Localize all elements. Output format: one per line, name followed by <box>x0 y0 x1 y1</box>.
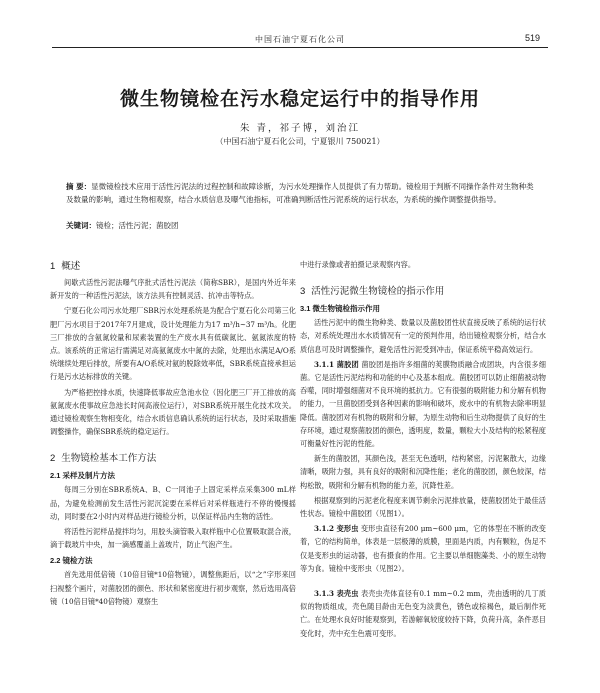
section-heading <box>300 283 546 301</box>
right-column <box>300 258 546 642</box>
subsection-heading: 2.2 镜检方法 <box>50 556 93 566</box>
paragraph: 为严格把控排水质，快速降低事故应急池水位（因化肥三厂开工排放的高氨氮废水使事故应急池长时间高液位运行），对SBR系统开展生化技术攻关。通过镜检观察生物相变化，结合水质信息确认系统的运行状态，及时采取措施调整操作，确保SBR系统的稳定运行。 <box>50 387 296 437</box>
paragraph <box>300 522 546 575</box>
section-heading <box>50 258 296 276</box>
keywords-text: 镜检；活性污泥；菌胶团 <box>96 221 179 230</box>
paragraph: 首先选用低倍镜（10倍目镜*10倍物镜），调整焦距后，以“之”字形来回扫视整个画片，对菌胶团的颜色、形状和紧密度进行初步观察，然后选用高倍镜（10倍目镜*40倍物镜）观察生 <box>50 570 296 606</box>
abstract-text: 显微镜检技术应用于活性污泥法的过程控制和故障诊断，为污水处理操作人员提供了有力帮助。镜检用于判断不同操作条件对生物种类及数量的影响，通过生物相观察，结合水质信息及曝气池指标，可准确判断活性污泥系统的运行状态，为系统的操作调整提供指导。 <box>66 182 534 204</box>
paper-title: 微生物镜检在污水稳定运行中的指导作用 <box>119 88 480 110</box>
section-number: 2 <box>50 453 56 465</box>
authors: 朱 青，祁子博，刘治江 <box>239 123 361 134</box>
section-number: 1 <box>50 261 56 272</box>
left-column <box>50 258 296 610</box>
paragraph: 将活性污泥样品搅拌均匀，用胶头滴管吸入取样瓶中心位置吸取混合液，滴于载玻片中央，加一滴感覆盖上盖玻片，防止气泡产生。 <box>50 527 296 550</box>
subsection-heading: 2.1 采样及制片方法 <box>50 471 116 481</box>
paragraph <box>300 587 546 640</box>
paragraph-text: 表壳虫壳体直径有0.1 mm~0.2 mm，壳由透明的几丁质似的物质组成，壳色随目龄由无色变为淡黄色，锈色或棕褐色，最后制作死亡。在处理水良好时能观察到，若游解氧较度较持下降，负荷升高，条件恶目变化时，壳中充生色震可变形。 <box>300 589 546 638</box>
journal-name: 中国石油宁夏石化公司 <box>255 35 345 44</box>
section-heading <box>50 450 296 468</box>
paragraph-label: 3.1.2 变形虫 <box>314 524 359 534</box>
paragraph <box>300 358 546 450</box>
running-header <box>52 30 548 46</box>
page-number: 519 <box>524 33 540 43</box>
paragraph-label: 3.1.1 菌胶团 <box>314 359 359 369</box>
paragraph: 间歇式活性污泥法曝气序批式活性污泥法（简称SBR），是国内外近年来新开发的一种活性污泥法，该方法具有控制灵活、抗冲击等特点。 <box>50 278 296 301</box>
section-title: 概述 <box>61 261 81 272</box>
paragraph-text: 变形虫直径有200 μm~600 μm，它的体型在不断的改变着，它的结构简单，体表是一层极薄的质膜，里面是内质，内有颗粒，伪足不仅是变形虫的运动器，也有摄食的作用。它主要以单细胞藻类、小的原生动物等为食。镜检中变形虫（见图2）。 <box>300 524 546 573</box>
paragraph: 中进行录像或者拍摄记录观察内容。 <box>300 260 416 269</box>
abstract-label: 摘 要： <box>66 182 92 191</box>
paragraph-text: 菌胶团是指许多细菌的荚膜物质融合成团块，内含很多细菌。它是活性污泥结构和功能的中心及基本组成。菌胶团可以防止细菌被动物吞噬，同时增强细菌对不良环境的抵抗力。它有很强的吸附能力和分解有机物的能力，一旦菌胶团受到各种因素的影响和破坏，废水中的有机物去除率明显降低。菌胶团对有机物的吸附和分解，为原生动物和后生动物提供了良好的生存环境，通过观察菌胶团的颜色，透明度，数量，颗粒大小及结构的松紧程度可衡量好性污泥的性能。 <box>300 359 546 449</box>
header-rule <box>52 47 548 48</box>
paragraph-label: 3.1.3 表壳虫 <box>314 589 359 599</box>
abstract <box>66 180 534 206</box>
section-title: 生物镜检基本工作方法 <box>61 453 157 465</box>
section-number: 3 <box>300 286 306 298</box>
paragraph: 活性污泥中的微生物种类、数量以及菌胶团性状直接反映了系统的运行状态，对系统处理出水水质情况有一定的预判作用，给出镜检观察分析，结合水质信息可及时调整操作，避免活性污泥受到冲击，保证系统平稳高效运行。 <box>300 318 546 354</box>
subsection-heading: 3.1 微生物镜检指示作用 <box>300 304 381 314</box>
keywords <box>66 220 534 231</box>
section-title: 活性污泥微生物镜检的指示作用 <box>311 286 445 298</box>
paragraph: 宁夏石化公司污水处理厂SBR污水处理系统是为配合宁夏石化公司第三化肥厂污水项目于2017年7月建成，设计处理能力为17 m³/h~37 m³/h。化肥三厂排放的含氨氮较量和尿素装置的生产废水具有低碳氮比、氨氮浓度的特点。该系统的正常运行需满足对高氨氮废水中氮的去除，处理出水满足A/O系统继续处理后排放，所要有A/O系统对氨的脱除效率低，SBR系统直接承担运行是污水达标排放的关键。 <box>50 306 296 382</box>
paragraph: 每周三分别在SBR系统A、B、C一同池子上固定采样点采集300 mL样品，为避免检测前发生活性污泥沉淀要在采样后对采样瓶进行不停的慢慢摇动，同时要在2小时内对样品进行镜检分析，以保证样品内生物的活性。 <box>50 485 296 521</box>
paragraph: 新生的菌胶团，其颜色浅，甚至无色透明，结构紧密，污泥絮散大，边缘清晰，吸附力强，具有良好的吸附和沉降性能；老化的菌胶团，颜色较深，结构松散，吸附和分解有机物的能力差，沉降性差。 <box>300 454 546 490</box>
paragraph: 根据观察到的污泥老化程度来调节剩余污泥排放量，使菌胶团处于最佳活性状态。镜检中菌胶团（见图1）。 <box>300 495 546 519</box>
keywords-label: 关键词： <box>66 221 96 230</box>
affiliation: （中国石油宁夏石化公司，宁夏银川 750021） <box>215 137 385 146</box>
